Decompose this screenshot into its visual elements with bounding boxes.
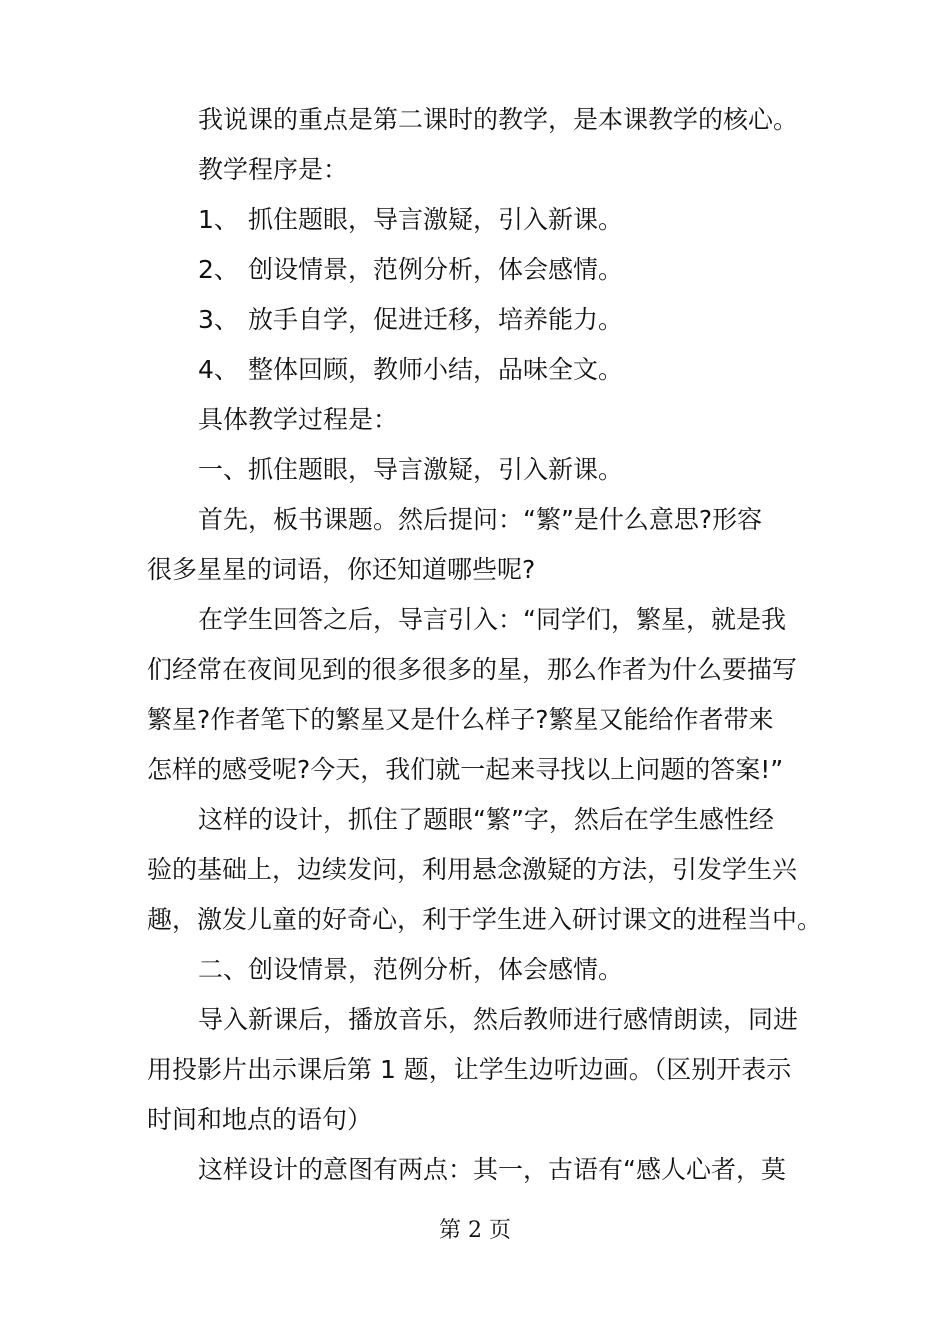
paragraph-line: 怎样的感受呢?今天，我们就一起来寻找以上问题的答案!” — [147, 755, 784, 784]
list-item — [198, 304, 623, 336]
list-item — [198, 204, 623, 236]
list-item-text: 整体回顾，教师小结，品味全文。 — [248, 355, 624, 384]
list-item — [198, 354, 623, 386]
list-item-text: 放手自学，促进迁移，培养能力。 — [248, 305, 624, 334]
paragraph-line: 我说课的重点是第二课时的教学，是本课教学的核心。 — [198, 105, 799, 134]
paragraph-line: 用投影片出示课后第 1 题，让学生边听边画。（区别开表示 — [147, 1055, 792, 1084]
section-heading: 二、创设情景，范例分析，体会感情。 — [198, 955, 624, 984]
list-item-number: 3、 — [198, 305, 239, 334]
paragraph-line: 趣，激发儿童的好奇心，利于学生进入研讨课文的进程当中。 — [147, 905, 823, 934]
paragraph-line: 导入新课后，播放音乐，然后教师进行感情朗读，同进 — [198, 1005, 799, 1034]
page-number: 第 2 页 — [439, 1218, 511, 1243]
paragraph-line: 时间和地点的语句） — [147, 1105, 373, 1134]
paragraph-line: 繁星?作者笔下的繁星又是什么样子?繁星又能给作者带来 — [147, 705, 774, 734]
paragraph-line: 很多星星的词语，你还知道哪些呢? — [147, 555, 536, 584]
list-item-number: 4、 — [198, 355, 239, 384]
paragraph-line: 教学程序是： — [198, 155, 349, 184]
list-item-number: 1、 — [198, 205, 239, 234]
paragraph-line: 在学生回答之后，导言引入：“同学们，繁星，就是我 — [198, 605, 786, 634]
list-item-text: 抓住题眼，导言激疑，引入新课。 — [248, 205, 624, 234]
paragraph-line: 首先，板书课题。然后提问：“繁”是什么意思?形容 — [198, 505, 763, 534]
paragraph-line: 验的基础上，边续发问，利用悬念激疑的方法，引发学生兴 — [147, 855, 798, 884]
list-item — [198, 254, 623, 286]
section-heading: 一、抓住题眼，导言激疑，引入新课。 — [198, 455, 624, 484]
list-item-text: 创设情景，范例分析，体会感情。 — [248, 255, 624, 284]
paragraph-line: 具体教学过程是： — [198, 405, 399, 434]
paragraph-line: 们经常在夜间见到的很多很多的星，那么作者为什么要描写 — [147, 655, 798, 684]
paragraph-line: 这样设计的意图有两点：其一，古语有“感人心者，莫 — [198, 1155, 786, 1184]
paragraph-line: 这样的设计，抓住了题眼“繁”字，然后在学生感性经 — [198, 805, 774, 834]
list-item-number: 2、 — [198, 255, 239, 284]
